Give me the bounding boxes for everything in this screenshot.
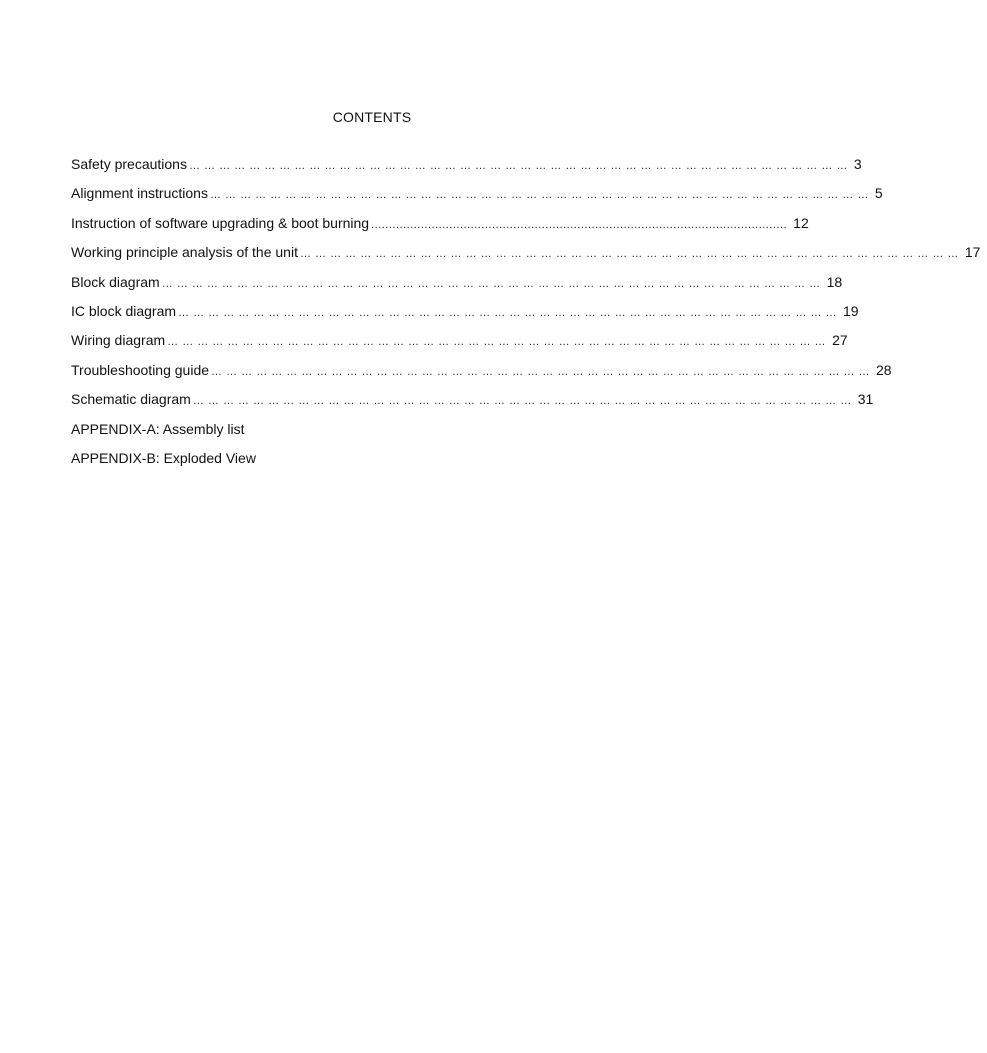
page-title: CONTENTS — [332, 109, 412, 125]
toc-entry-software-upgrading[interactable] — [71, 214, 809, 244]
toc-entry-alignment-instructions[interactable] — [71, 185, 883, 214]
toc-entry-label: Instruction of software upgrading & boot burning — [71, 214, 370, 231]
toc-entry-ic-block-diagram[interactable] — [71, 302, 859, 332]
toc-entry-page: 28 — [875, 361, 892, 378]
toc-entry-page: 3 — [853, 156, 862, 172]
toc-entry-label: Safety precautions — [71, 156, 187, 172]
toc-entry-schematic-diagram[interactable] — [71, 391, 874, 420]
toc-entry-label: Block diagram — [71, 273, 160, 290]
toc-dot-leader: … … … … … … … … … … … … … … … … … … … … … … … … … … … … … … … … … … … … … … … … … … … … — [299, 248, 959, 261]
toc-entry-page: 18 — [826, 273, 843, 290]
appendix-b-entry[interactable]: APPENDIX-B: Exploded View — [71, 449, 256, 466]
toc-entry-label: Wiring diagram — [71, 332, 166, 349]
table-of-contents — [71, 156, 981, 479]
toc-entry-block-diagram[interactable] — [71, 273, 843, 303]
toc-entry-label: Troubleshooting guide — [71, 361, 210, 378]
toc-entry-troubleshooting-guide[interactable] — [71, 361, 892, 391]
toc-entry-page: 19 — [842, 302, 859, 319]
toc-dot-leader: … … … … … … … … … … … … … … … … … … … … … … … … … … … … … … … … … … … … … … … … … … … … — [211, 365, 870, 378]
toc-dot-leader: … … … … … … … … … … … … … … … … … … … … … … … … … … … … … … … … … … … … … … … … … … … … — [161, 277, 821, 290]
toc-entry-working-principle[interactable] — [71, 244, 981, 273]
toc-entry-safety-precautions[interactable] — [71, 156, 862, 185]
toc-entry-page: 5 — [874, 185, 883, 202]
toc-entry-page: 12 — [793, 214, 809, 231]
toc-entry-page: 17 — [964, 244, 981, 261]
toc-entry-label: Schematic diagram — [71, 391, 191, 408]
toc-entry-page: 31 — [857, 391, 874, 408]
toc-dot-leader: … … … … … … … … … … … … … … … … … … … … … … … … … … … … … … … … … … … … … … … … … … … … — [188, 160, 848, 172]
toc-dot-leader: … … … … … … … … … … … … … … … … … … … … … … … … … … … … … … … … … … … … … … … … … … … … — [192, 395, 852, 408]
toc-entry-wiring-diagram[interactable] — [71, 332, 848, 361]
appendix-a-entry[interactable]: APPENDIX-A: Assembly list — [71, 420, 245, 437]
toc-dot-leader: … … … … … … … … … … … … … … … … … … … … … … … … … … … … … … … … … … … … … … … … … … … … — [209, 189, 869, 202]
toc-dot-leader: ..................................................................................................................... — [371, 218, 788, 231]
toc-entry-page: 27 — [832, 332, 848, 349]
toc-dot-leader: … … … … … … … … … … … … … … … … … … … … … … … … … … … … … … … … … … … … … … … … … … … … — [178, 306, 837, 319]
toc-entry-label: IC block diagram — [71, 302, 177, 319]
toc-dot-leader: … … … … … … … … … … … … … … … … … … … … … … … … … … … … … … … … … … … … … … … … … … … … — [167, 336, 827, 349]
toc-entry-label: Alignment instructions — [71, 185, 208, 202]
toc-entry-label: Working principle analysis of the unit — [71, 244, 298, 261]
